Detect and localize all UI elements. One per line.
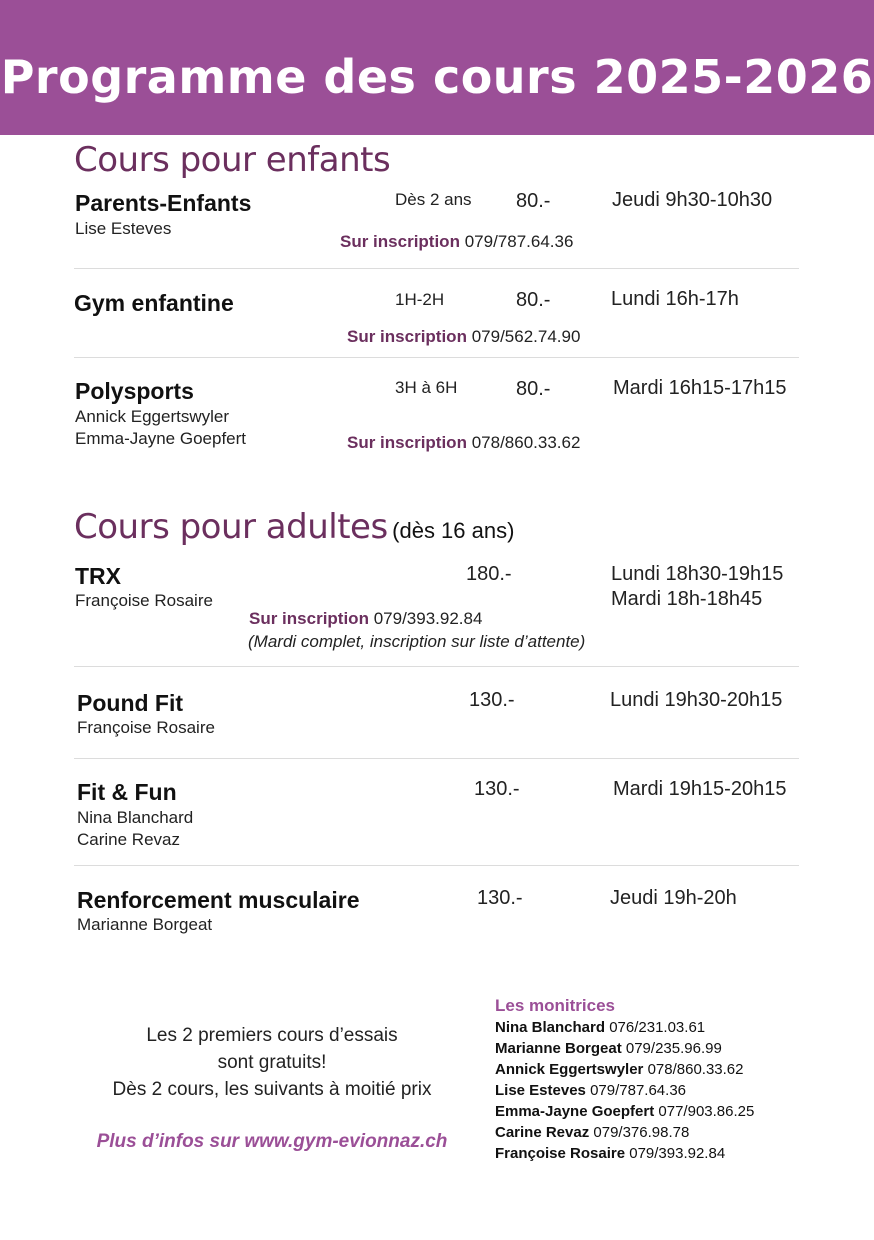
course-price: 130.- xyxy=(477,887,523,909)
monitrice-phone: 079/235.96.99 xyxy=(625,1040,722,1057)
course-name: Fit & Fun xyxy=(77,779,177,805)
course-price: 130.- xyxy=(469,689,515,711)
course-time: Lundi 16h-17h xyxy=(611,288,739,310)
monitrices-title: Les monitrices xyxy=(495,996,615,1015)
course-teacher: Nina Blanchard xyxy=(77,808,194,827)
section-title-adultes: Cours pour adultes xyxy=(74,507,388,547)
course-age: 1H-2H xyxy=(395,290,445,309)
course-teacher: Françoise Rosaire xyxy=(77,718,215,737)
header-banner xyxy=(0,0,874,135)
monitrice-name: Annick Eggertswyler xyxy=(495,1061,644,1078)
course-time: Mardi 19h15-20h15 xyxy=(613,778,787,800)
inscription-phone: 078/860.33.62 xyxy=(471,433,581,452)
course-price: 80.- xyxy=(516,190,551,212)
monitrice-item xyxy=(495,1143,754,1164)
inscription-phone: 079/562.74.90 xyxy=(471,327,581,346)
course-inscription xyxy=(347,327,580,347)
monitrice-name: Françoise Rosaire xyxy=(495,1145,626,1162)
monitrice-phone: 078/860.33.62 xyxy=(647,1061,744,1078)
promo-line: Dès 2 cours, les suivants à moitié prix xyxy=(112,1079,432,1100)
course-name: Pound Fit xyxy=(77,690,184,716)
monitrice-item xyxy=(495,1080,754,1101)
course-name: TRX xyxy=(75,563,121,589)
course-inscription xyxy=(249,609,482,629)
monitrice-item xyxy=(495,1101,754,1122)
course-age: Dès 2 ans xyxy=(395,190,472,209)
inscription-label: Sur inscription xyxy=(249,609,369,628)
inscription-phone: 079/393.92.84 xyxy=(373,609,483,628)
divider xyxy=(74,865,799,866)
monitrice-name: Lise Esteves xyxy=(495,1082,586,1099)
course-inscription xyxy=(340,232,573,252)
course-time: Mardi 16h15-17h15 xyxy=(613,377,787,399)
course-price: 80.- xyxy=(516,289,551,311)
monitrice-name: Carine Revaz xyxy=(495,1124,590,1141)
monitrice-item xyxy=(495,1059,754,1080)
monitrice-name: Emma-Jayne Goepfert xyxy=(495,1103,655,1120)
course-teacher: Françoise Rosaire xyxy=(75,591,213,610)
promo-block xyxy=(90,1022,454,1103)
monitrice-name: Marianne Borgeat xyxy=(495,1040,622,1057)
course-note: (Mardi complet, inscription sur liste d’attente) xyxy=(248,632,586,651)
website-link[interactable]: Plus d’infos sur www.gym-evionnaz.ch xyxy=(96,1131,448,1152)
divider xyxy=(74,357,799,358)
monitrice-name: Nina Blanchard xyxy=(495,1019,606,1036)
section-subtitle-adultes: (dès 16 ans) xyxy=(392,518,515,543)
monitrice-phone: 079/787.64.36 xyxy=(590,1082,687,1099)
course-name: Gym enfantine xyxy=(74,290,234,316)
monitrice-item xyxy=(495,1122,754,1143)
course-name: Renforcement musculaire xyxy=(77,887,360,913)
section-title-adultes-row xyxy=(74,507,514,547)
course-teacher: Annick Eggertswyler xyxy=(75,407,230,426)
course-name: Parents-Enfants xyxy=(75,190,252,216)
monitrice-item xyxy=(495,1038,754,1059)
course-age: 3H à 6H xyxy=(395,378,458,397)
course-time: Jeudi 9h30-10h30 xyxy=(612,189,773,211)
course-teacher: Marianne Borgeat xyxy=(77,915,213,934)
monitrice-item xyxy=(495,1017,754,1038)
course-price: 180.- xyxy=(466,563,512,585)
monitrice-phone: 076/231.03.61 xyxy=(609,1019,706,1036)
section-title-enfants: Cours pour enfants xyxy=(74,140,391,180)
monitrice-phone: 079/376.98.78 xyxy=(593,1124,690,1141)
course-time: Jeudi 19h-20h xyxy=(610,887,737,909)
course-name: Polysports xyxy=(75,378,194,404)
inscription-label: Sur inscription xyxy=(347,433,467,452)
page-title: Programme des cours 2025-2026 xyxy=(0,50,874,104)
promo-line: Les 2 premiers cours d’essais xyxy=(146,1025,398,1046)
promo-line: sont gratuits! xyxy=(217,1052,327,1073)
inscription-label: Sur inscription xyxy=(347,327,467,346)
inscription-phone: 079/787.64.36 xyxy=(464,232,574,251)
monitrice-phone: 079/393.92.84 xyxy=(629,1145,726,1162)
course-teacher: Lise Esteves xyxy=(75,219,172,238)
divider xyxy=(74,758,799,759)
course-price: 130.- xyxy=(474,778,520,800)
monitrices-list xyxy=(495,1017,754,1164)
inscription-label: Sur inscription xyxy=(340,232,460,251)
divider xyxy=(74,666,799,667)
course-time: Mardi 18h-18h45 xyxy=(611,588,763,610)
course-time: Lundi 19h30-20h15 xyxy=(610,689,783,711)
course-teacher: Carine Revaz xyxy=(77,830,180,849)
monitrice-phone: 077/903.86.25 xyxy=(658,1103,755,1120)
course-teacher: Emma-Jayne Goepfert xyxy=(75,429,247,448)
course-inscription xyxy=(347,433,580,453)
course-time: Lundi 18h30-19h15 xyxy=(611,563,784,585)
course-price: 80.- xyxy=(516,378,551,400)
divider xyxy=(74,268,799,269)
